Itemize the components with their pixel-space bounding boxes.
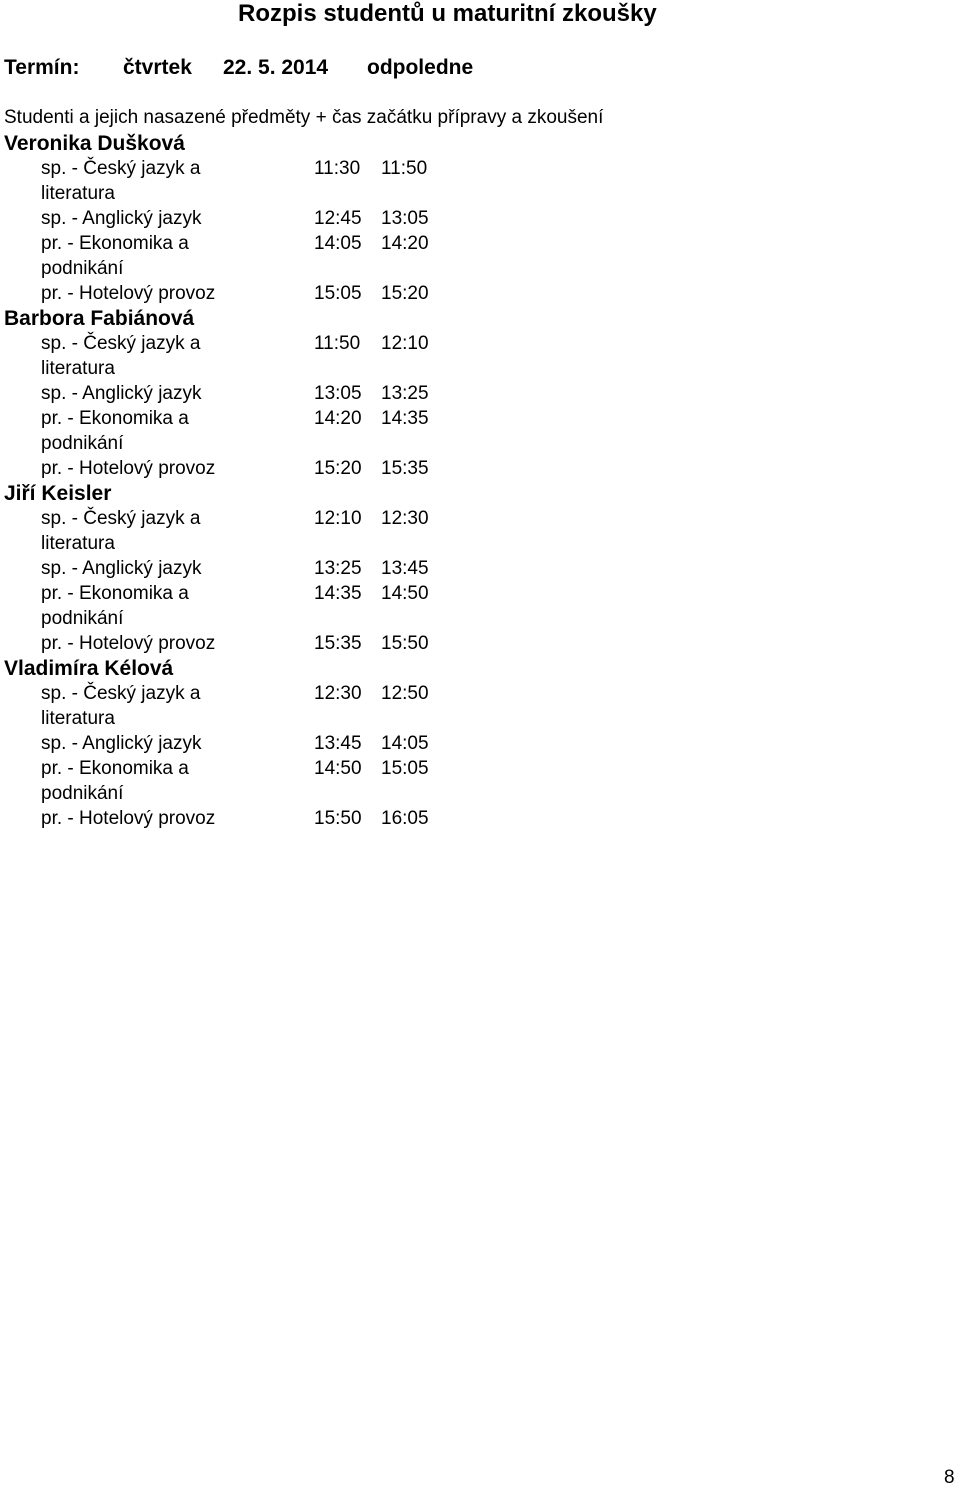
exam-row — [0, 156, 960, 206]
exam-row — [0, 331, 960, 381]
exam-start-time: 14:50 — [381, 583, 429, 604]
prep-start-time: 12:10 — [314, 508, 362, 529]
exam-subject: pr. - Ekonomika a podnikání — [41, 408, 189, 454]
exam-row — [0, 681, 960, 731]
exam-subject: pr. - Ekonomika a podnikání — [41, 583, 189, 629]
exam-start-time: 15:05 — [381, 758, 429, 779]
term-date: 22. 5. 2014 — [223, 56, 329, 79]
term-part: odpoledne — [367, 56, 474, 79]
prep-start-time: 13:25 — [314, 558, 362, 579]
exam-subject: pr. - Hotelový provoz — [41, 458, 216, 479]
exam-row — [0, 206, 960, 231]
exam-row — [0, 281, 960, 306]
exam-start-time: 14:35 — [381, 408, 429, 429]
exam-subject: sp. - Anglický jazyk — [41, 208, 202, 229]
term-label: Termín: — [4, 56, 80, 79]
exam-subject: sp. - Český jazyk a literatura — [41, 333, 201, 379]
prep-start-time: 14:05 — [314, 233, 362, 254]
student-name: Veronika Dušková — [4, 132, 185, 155]
exam-start-time: 13:45 — [381, 558, 429, 579]
student-name: Jiří Keisler — [4, 482, 112, 505]
exam-start-time: 12:10 — [381, 333, 429, 354]
prep-start-time: 11:50 — [314, 333, 361, 354]
exam-subject: pr. - Hotelový provoz — [41, 808, 216, 829]
prep-start-time: 13:05 — [314, 383, 362, 404]
prep-start-time: 14:20 — [314, 408, 362, 429]
exam-row — [0, 631, 960, 656]
student-block — [0, 306, 960, 481]
exam-start-time: 13:25 — [381, 383, 429, 404]
exam-row — [0, 806, 960, 831]
prep-start-time: 15:50 — [314, 808, 362, 829]
exam-subject: pr. - Hotelový provoz — [41, 283, 216, 304]
exam-start-time: 16:05 — [381, 808, 429, 829]
prep-start-time: 12:30 — [314, 683, 362, 704]
prep-start-time: 11:30 — [314, 158, 361, 179]
exam-subject: pr. - Ekonomika a podnikání — [41, 233, 189, 279]
prep-start-time: 12:45 — [314, 208, 362, 229]
prep-start-time: 15:35 — [314, 633, 362, 654]
term-day: čtvrtek — [123, 56, 192, 79]
exam-row — [0, 406, 960, 456]
document-title: Rozpis studentů u maturitní zkoušky — [238, 0, 657, 27]
exam-row — [0, 381, 960, 406]
exam-start-time: 14:20 — [381, 233, 429, 254]
student-block — [0, 131, 960, 306]
prep-start-time: 14:50 — [314, 758, 362, 779]
exam-start-time: 12:50 — [381, 683, 429, 704]
student-name: Barbora Fabiánová — [4, 307, 195, 330]
exam-start-time: 14:05 — [381, 733, 429, 754]
student-block — [0, 481, 960, 656]
exam-subject: sp. - Český jazyk a literatura — [41, 683, 201, 729]
exam-subject: sp. - Anglický jazyk — [41, 733, 202, 754]
exam-subject: sp. - Český jazyk a literatura — [41, 508, 201, 554]
exam-start-time: 13:05 — [381, 208, 429, 229]
exam-start-time: 15:20 — [381, 283, 429, 304]
exam-subject: sp. - Anglický jazyk — [41, 383, 202, 404]
exam-row — [0, 231, 960, 281]
exam-start-time: 12:30 — [381, 508, 429, 529]
exam-subject: sp. - Anglický jazyk — [41, 558, 202, 579]
schedule-subtitle: Studenti a jejich nasazené předměty + čas začátku přípravy a zkoušení — [4, 107, 604, 128]
exam-row — [0, 456, 960, 481]
exam-subject: sp. - Český jazyk a literatura — [41, 158, 201, 204]
exam-row — [0, 756, 960, 806]
exam-start-time: 11:50 — [381, 158, 428, 179]
exam-start-time: 15:50 — [381, 633, 429, 654]
exam-subject: pr. - Ekonomika a podnikání — [41, 758, 189, 804]
student-list — [0, 131, 960, 831]
prep-start-time: 15:05 — [314, 283, 362, 304]
prep-start-time: 15:20 — [314, 458, 362, 479]
student-name: Vladimíra Kélová — [4, 657, 174, 680]
exam-row — [0, 581, 960, 631]
prep-start-time: 14:35 — [314, 583, 362, 604]
exam-row — [0, 556, 960, 581]
exam-row — [0, 731, 960, 756]
exam-subject: pr. - Hotelový provoz — [41, 633, 216, 654]
exam-row — [0, 506, 960, 556]
exam-start-time: 15:35 — [381, 458, 429, 479]
page-number: 8 — [944, 1467, 955, 1488]
student-block — [0, 656, 960, 831]
prep-start-time: 13:45 — [314, 733, 362, 754]
